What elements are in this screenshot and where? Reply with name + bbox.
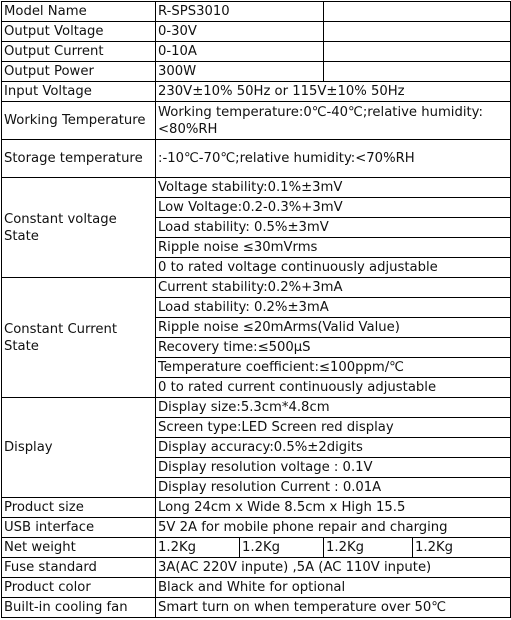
row-label: Product size [2,498,156,518]
row-label: Net weight [2,538,156,558]
weight-value: 1.2Kg [240,538,324,558]
empty-cell [324,2,511,22]
row-product-size [2,498,511,518]
empty-cell [324,42,511,62]
spec-item: 0 to rated voltage continuously adjustable [156,258,511,278]
row-value: Smart turn on when temperature over 50℃ [156,598,511,618]
row-label: Input Voltage [2,82,156,102]
row-output-power [2,62,511,82]
row-value: 230V±10% 50Hz or 115V±10% 50Hz [156,82,511,102]
row-value: R-SPS3010 [156,2,324,22]
row-value: 300W [156,62,324,82]
spec-item: Ripple noise ≤20mArms(Valid Value) [156,318,511,338]
row-label: Fuse standard [2,558,156,578]
empty-cell [324,62,511,82]
spec-item: Display accuracy:0.5%±2digits [156,438,511,458]
row-value: :-10℃-70℃;relative humidity:<70%RH [156,140,511,178]
row-value: Long 24cm x Wide 8.5cm x High 15.5 [156,498,511,518]
row-label: Product color [2,578,156,598]
weight-value: 1.2Kg [156,538,240,558]
row-label: Output Voltage [2,22,156,42]
row-value: 0-30V [156,22,324,42]
row-label: Built-in cooling fan [2,598,156,618]
row-value: 3A(AC 220V inpute) ,5A (AC 110V inpute) [156,558,511,578]
spec-item: Screen type:LED Screen red display [156,418,511,438]
spec-item: Voltage stability:0.1%±3mV [156,178,511,198]
row-output-voltage [2,22,511,42]
spec-item: Recovery time:≤500μS [156,338,511,358]
row-display [2,398,511,418]
spec-item: Current stability:0.2%+3mA [156,278,511,298]
weight-value: 1.2Kg [324,538,413,558]
spec-item: Display resolution Current : 0.01A [156,478,511,498]
row-value: 5V 2A for mobile phone repair and charging [156,518,511,538]
spec-item: Temperature coefficient:≤100ppm/℃ [156,358,511,378]
row-label: Storage temperature [2,140,156,178]
row-product-color [2,578,511,598]
row-label: Working Temperature [2,102,156,140]
row-cooling-fan [2,598,511,618]
row-label: Constant Current State [2,278,156,398]
row-label: Output Power [2,62,156,82]
row-label: Constant voltage State [2,178,156,278]
row-value: Working temperature:0℃-40℃;relative humidity:<80%RH [156,102,511,140]
spec-item: Low Voltage:0.2-0.3%+3mV [156,198,511,218]
spec-table [1,1,511,618]
row-model-name [2,2,511,22]
spec-item: Display resolution voltage : 0.1V [156,458,511,478]
row-constant-voltage [2,178,511,198]
row-value: Black and White for optional [156,578,511,598]
spec-item: Load stability: 0.5%±3mV [156,218,511,238]
row-storage-temperature [2,140,511,178]
row-label: Output Current [2,42,156,62]
row-output-current [2,42,511,62]
row-net-weight [2,538,511,558]
row-fuse-standard [2,558,511,578]
spec-item: Display size:5.3cm*4.8cm [156,398,511,418]
weight-value: 1.2Kg [413,538,511,558]
spec-item: Load stability: 0.2%±3mA [156,298,511,318]
spec-item: Ripple noise ≤30mVrms [156,238,511,258]
row-working-temperature [2,102,511,140]
row-usb-interface [2,518,511,538]
row-label: Model Name [2,2,156,22]
row-input-voltage [2,82,511,102]
row-label: USB interface [2,518,156,538]
row-label: Display [2,398,156,498]
empty-cell [324,22,511,42]
row-value: 0-10A [156,42,324,62]
row-constant-current [2,278,511,298]
spec-item: 0 to rated current continuously adjustable [156,378,511,398]
